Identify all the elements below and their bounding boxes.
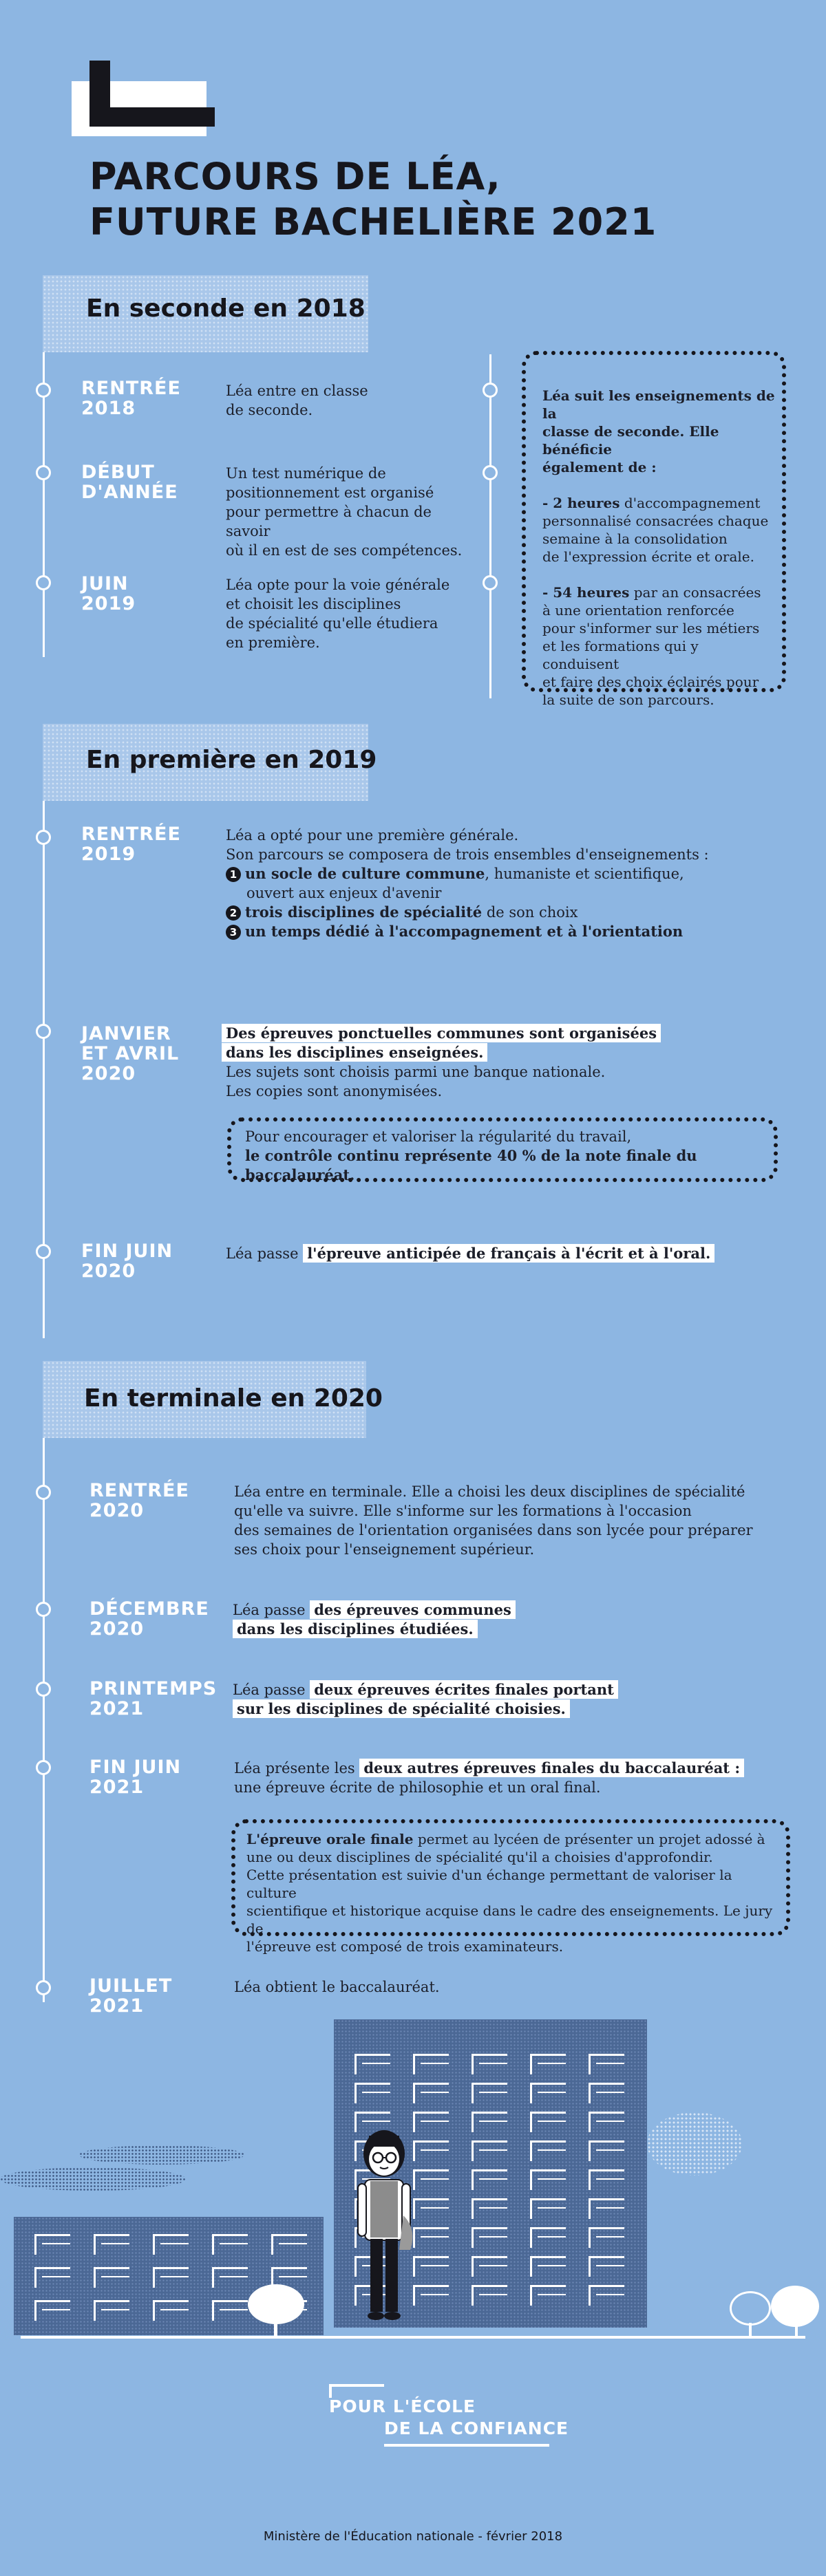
building-window [34,2267,70,2288]
building-window [472,2054,507,2074]
building-window [212,2234,248,2255]
event-date: DÉCEMBRE 2020 [89,1598,209,1640]
footer-credit: Ministère de l'Éducation nationale - février 2018 [263,2529,563,2544]
footer-logo-line1: POUR L'ÉCOLE [329,2396,476,2416]
timeline-dot [36,383,51,398]
building-window [589,2256,624,2277]
tree-trunk [795,2323,798,2337]
building-window [472,2198,507,2219]
event-text: Léa obtient le baccalauréat. [234,1979,440,1995]
building-window [589,2054,624,2074]
building-window [530,2256,566,2277]
building-window [472,2112,507,2132]
building-window [472,2140,507,2161]
building-window [354,2054,390,2074]
building-window [271,2234,307,2255]
event-text-premiere-rentree: Léa a opté pour une première générale. Son parcours se composera de trois ensembles d'enseignements : 1 un socle de culture commune, humaniste et scientifique, ouvert aux enjeux d'avenir 2 trois disciplines de spécialité de son choix 3 un temps dédié à l'accompagnement et à l'orientation [226,827,709,940]
event-date: RENTRÉE 2018 [81,378,181,419]
timeline-dot [483,575,498,590]
event-text-premiere-epreuves: Des épreuves ponctuelles communes sont organisées dans les disciplines enseignées. Les sujets sont choisis parmi une banque nationale. Les copies sont anonymisées. [222,1024,772,1101]
timeline-dot [483,383,498,398]
building-window [212,2300,248,2321]
event-date: DÉBUT D'ANNÉE [81,462,178,503]
cloud-light-right [647,2112,742,2176]
event-date: RENTRÉE 2020 [89,1480,189,1521]
number-3-icon: 3 [226,925,241,940]
event-date: RENTRÉE 2019 [81,824,181,865]
controle-continu-text: Pour encourager et valoriser la régularité du travail, le contrôle continu représente 40 % de la note finale du baccalauréat. [245,1128,697,1183]
building-window [589,2227,624,2248]
building-window [589,2083,624,2103]
event-date: FIN JUIN 2020 [81,1241,173,1282]
tree-right-outline-icon [730,2291,771,2326]
event-date: FIN JUIN 2021 [89,1757,182,1798]
building-window [153,2300,189,2321]
footer-logo-line2: DE LA CONFIANCE [384,2418,569,2438]
event-text: Léa opte pour la voie générale et choisit les disciplines de spécialité qu'elle étudiera en première. [226,577,450,651]
building-window [413,2054,449,2074]
event-text: Léa entre en terminale. Elle a choisi les deux disciplines de spécialité qu'elle va suivre. Elle s'informe sur les formations à l'occasion des semaines de l'orientation organisées dans son lycée pour préparer ses choix pour l'enseignement supérieur. [234,1483,753,1558]
building-window [530,2227,566,2248]
building-window [530,2112,566,2132]
timeline-dot [36,575,51,590]
building-window [589,2169,624,2190]
building-window [472,2256,507,2277]
footer-logo-underline [384,2444,549,2447]
page-title: PARCOURS DE LÉA, FUTURE BACHELIÈRE 2021 [89,155,657,244]
building-window [530,2198,566,2219]
building-window [530,2285,566,2306]
student-lea-icon [350,2126,425,2332]
ground-line [21,2336,805,2339]
building-window [472,2169,507,2190]
section-title-premiere: En première en 2019 [86,746,377,774]
building-window [589,2140,624,2161]
epreuve-orale-text: L'épreuve orale finale permet au lycéen de présenter un projet adossé à une ou deux disciplines de spécialité qu'il a choisies d'approfondir. Cette présentation est suivie d'un échange permettant de valoriser la culture scientifique et historique acquise dans le cadre des enseignements. Le jury de l'épreuve est composé de trois examinateurs. [246,1831,773,1955]
building-window [34,2300,70,2321]
building-window [354,2083,390,2103]
timeline-dot [36,1682,51,1697]
event-date: JANVIER ET AVRIL 2020 [81,1023,180,1084]
building-window [472,2083,507,2103]
event-text-terminale-printemps: Léa passe deux épreuves écrites finales portant sur les disciplines de spécialité choisies. [233,1680,783,1719]
number-2-icon: 2 [226,905,241,921]
timeline-dot [483,465,498,480]
building-window [589,2112,624,2132]
event-date: PRINTEMPS 2021 [89,1678,218,1719]
number-1-icon: 1 [226,867,241,882]
event-text-terminale-decembre: Léa passe des épreuves communes dans les disciplines étudiées. [233,1600,783,1639]
event-text-terminale-finjuin: Léa présente les deux autres épreuves finales du baccalauréat : une épreuve écrite de philosophie et un oral final. [234,1759,785,1797]
logo-bracket-horizontal [89,107,215,127]
timeline-dot [36,1485,51,1500]
building-window [530,2140,566,2161]
seconde-info-text: Léa suit les enseignements de la classe de seconde. Elle bénéficie également de : - 2 heures d'accompagnement personnalisé consacrées chaque semaine à la consolidation de l'expression écrite et orale. - 54 heures par an consacrées à une orientation renforcée pour s'informer sur les métiers et les formations qui y conduisent et faire des choix éclairés pour la suite de son parcours. [542,387,775,708]
event-date: JUIN 2019 [81,573,136,614]
event-text-premiere-francais: Léa passe l'épreuve anticipée de français à l'écrit et à l'oral. [226,1244,776,1263]
event-text: Un test numérique de positionnement est organisé pour permettre à chacun de savoir où il en est de ses compétences. [226,465,463,559]
building-window [153,2234,189,2255]
timeline-dot [36,1980,51,1995]
building-window [589,2198,624,2219]
timeline-dot [36,1602,51,1617]
cloud-dark-left [0,2167,186,2191]
building-window [413,2083,449,2103]
section-title-terminale: En terminale en 2020 [84,1384,383,1413]
event-text: Léa entre en classe de seconde. [226,383,368,418]
building-window [94,2267,129,2288]
timeline-dot [36,1024,51,1039]
building-window [94,2234,129,2255]
building-window [530,2169,566,2190]
cloud-dark-left-2 [79,2145,244,2165]
building-window [34,2234,70,2255]
building-window [472,2227,507,2248]
timeline-dot [36,1244,51,1259]
footer-logo-bracket-top [329,2384,384,2387]
section-title-seconde: En seconde en 2018 [86,294,366,323]
building-window [153,2267,189,2288]
timeline-dot [36,465,51,480]
building-window [472,2285,507,2306]
building-window [94,2300,129,2321]
event-date: JUILLET 2021 [89,1975,173,2017]
timeline-dot [36,1760,51,1775]
building-window [589,2285,624,2306]
building-window [530,2083,566,2103]
tree-right-icon [771,2286,819,2327]
building-window [530,2054,566,2074]
building-window [212,2267,248,2288]
tree-trunk [749,2323,752,2337]
tree-trunk [274,2319,277,2337]
timeline-dot [36,830,51,845]
timeline-line-box [489,354,491,698]
